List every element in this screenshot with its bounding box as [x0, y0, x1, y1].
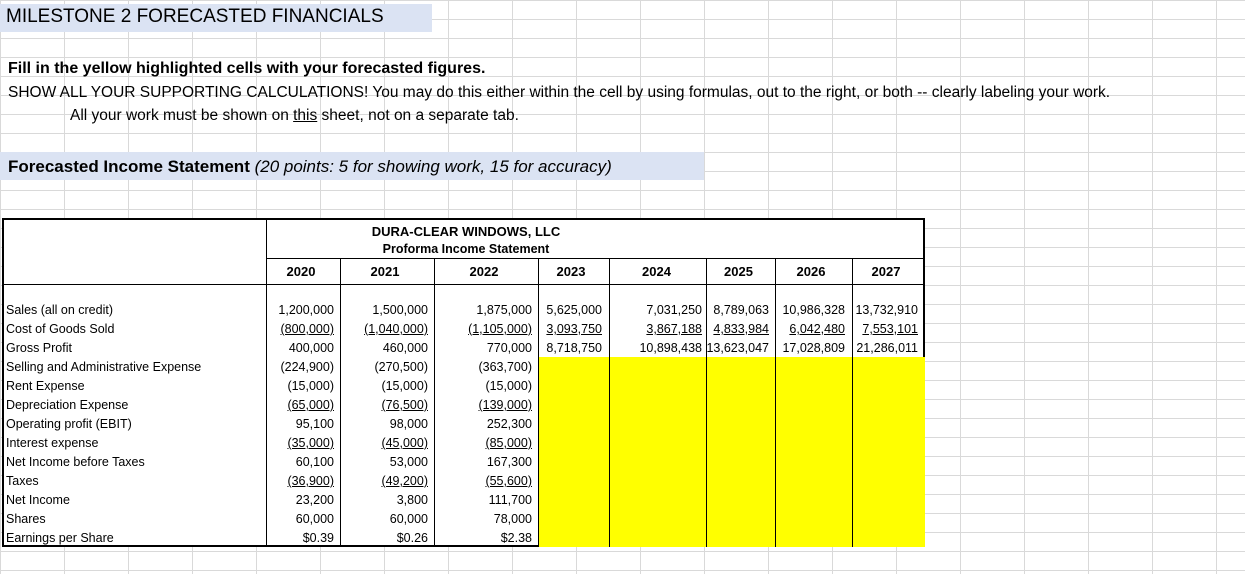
row-label: Gross Profit [6, 341, 72, 355]
instruction-same-sheet [70, 107, 519, 125]
row-value-2023[interactable]: 3,093,750 [546, 322, 602, 336]
row-value-2022: (139,000) [478, 398, 532, 412]
row-value-2022: (85,000) [485, 436, 532, 450]
instruction-primary: Fill in the yellow highlighted cells with your forecasted figures. [8, 60, 486, 77]
row-label: Net Income [6, 493, 70, 507]
row-value-2025[interactable]: 4,833,984 [713, 322, 769, 336]
row-value-2020: $0.39 [302, 531, 334, 545]
year-column-divider [538, 258, 539, 547]
row-label: Depreciation Expense [6, 398, 129, 412]
row-value-2021: (49,200) [381, 474, 428, 488]
row-value-2027[interactable]: 13,732,910 [855, 303, 918, 317]
row-value-2022: 770,000 [486, 341, 532, 355]
instruction-text-b: sheet, not on a separate tab. [317, 107, 519, 124]
section-title: Forecasted Income Statement [8, 157, 250, 176]
row-value-2022: 252,300 [486, 417, 532, 431]
row-value-2027[interactable]: 7,553,101 [862, 322, 918, 336]
year-column-divider [706, 258, 707, 547]
row-value-2020: (800,000) [280, 322, 334, 336]
row-value-2026[interactable]: 6,042,480 [789, 322, 845, 336]
row-value-2021: 3,800 [396, 493, 428, 507]
row-value-2020: 23,200 [295, 493, 334, 507]
section-points: (20 points: 5 for showing work, 15 for accuracy) [249, 157, 612, 176]
row-label: Shares [6, 512, 46, 526]
section-heading [8, 157, 612, 177]
row-value-2021: 53,000 [389, 455, 428, 469]
row-value-2025[interactable]: 8,789,063 [713, 303, 769, 317]
row-value-2022: (55,600) [485, 474, 532, 488]
company-name: DURA-CLEAR WINDOWS, LLC [371, 224, 561, 239]
row-value-2021: 460,000 [382, 341, 428, 355]
forecast-input-area[interactable] [538, 357, 925, 547]
page-title: MILESTONE 2 FORECASTED FINANCIALS [6, 6, 384, 27]
row-value-2022: (15,000) [485, 379, 532, 393]
row-value-2021: 60,000 [389, 512, 428, 526]
row-label: Taxes [6, 474, 39, 488]
row-value-2024[interactable]: 3,867,188 [646, 322, 702, 336]
row-value-2021: (76,500) [381, 398, 428, 412]
row-value-2022: 111,700 [488, 493, 532, 507]
row-value-2023[interactable]: 5,625,000 [546, 303, 602, 317]
row-value-2020: 1,200,000 [278, 303, 334, 317]
row-value-2021: (1,040,000) [364, 322, 428, 336]
year-header-2025: 2025 [724, 264, 753, 279]
row-value-2023[interactable]: 8,718,750 [546, 341, 602, 355]
row-value-2022: 1,875,000 [476, 303, 532, 317]
year-header-2023: 2023 [556, 264, 586, 279]
row-label: Selling and Administrative Expense [6, 360, 202, 374]
year-header-2022: 2022 [469, 264, 499, 279]
row-value-2020: (36,900) [287, 474, 334, 488]
row-value-2021: (45,000) [381, 436, 428, 450]
row-value-2027[interactable]: 21,286,011 [856, 341, 918, 355]
year-header-2024: 2024 [642, 264, 671, 279]
row-value-2022: (363,700) [478, 360, 532, 374]
year-column-divider [852, 258, 853, 547]
row-value-2022: $2.38 [500, 531, 532, 545]
year-column-divider [609, 258, 610, 547]
row-value-2021: $0.26 [396, 531, 428, 545]
row-value-2021: (270,500) [374, 360, 428, 374]
year-header-2026: 2026 [796, 264, 826, 279]
row-label: Operating profit (EBIT) [6, 417, 132, 431]
year-header-2021: 2021 [370, 264, 400, 279]
row-value-2020: (224,900) [280, 360, 334, 374]
instruction-text-a: All your work must be shown on [70, 107, 294, 124]
row-label: Cost of Goods Sold [6, 322, 115, 336]
row-value-2022: 78,000 [493, 512, 532, 526]
row-value-2021: (15,000) [381, 379, 428, 393]
statement-header-rule [266, 258, 925, 259]
row-value-2022: (1,105,000) [468, 322, 532, 336]
row-label: Net Income before Taxes [6, 455, 145, 469]
row-value-2026[interactable]: 17,028,809 [782, 341, 845, 355]
year-header-2027: 2027 [871, 264, 901, 279]
row-value-2020: 60,100 [295, 455, 334, 469]
statement-subtitle: Proforma Income Statement [382, 242, 550, 256]
row-value-2020: (65,000) [287, 398, 334, 412]
year-header-2020: 2020 [286, 264, 316, 279]
row-value-2022: 167,300 [486, 455, 532, 469]
row-value-2020: (15,000) [287, 379, 334, 393]
row-value-2020: 60,000 [295, 512, 334, 526]
instruction-calculations: SHOW ALL YOUR SUPPORTING CALCULATIONS! You may do this either within the cell by using formulas, out to the right, or both -- clearly labeling your work. [8, 84, 1111, 101]
row-label: Interest expense [6, 436, 99, 450]
row-label: Rent Expense [6, 379, 85, 393]
row-value-2026[interactable]: 10,986,328 [782, 303, 845, 317]
row-value-2020: 95,100 [295, 417, 334, 431]
row-label: Sales (all on credit) [6, 303, 113, 317]
row-value-2024[interactable]: 7,031,250 [646, 303, 702, 317]
instruction-text-emphasis: this [293, 107, 318, 124]
row-label: Earnings per Share [6, 531, 114, 545]
row-value-2025[interactable]: 13,623,047 [706, 341, 769, 355]
row-value-2024[interactable]: 10,898,438 [639, 341, 702, 355]
row-value-2021: 98,000 [389, 417, 428, 431]
year-column-divider [775, 258, 776, 547]
row-value-2020: 400,000 [288, 341, 334, 355]
row-value-2021: 1,500,000 [372, 303, 428, 317]
year-header-rule [2, 284, 925, 285]
row-value-2020: (35,000) [287, 436, 334, 450]
